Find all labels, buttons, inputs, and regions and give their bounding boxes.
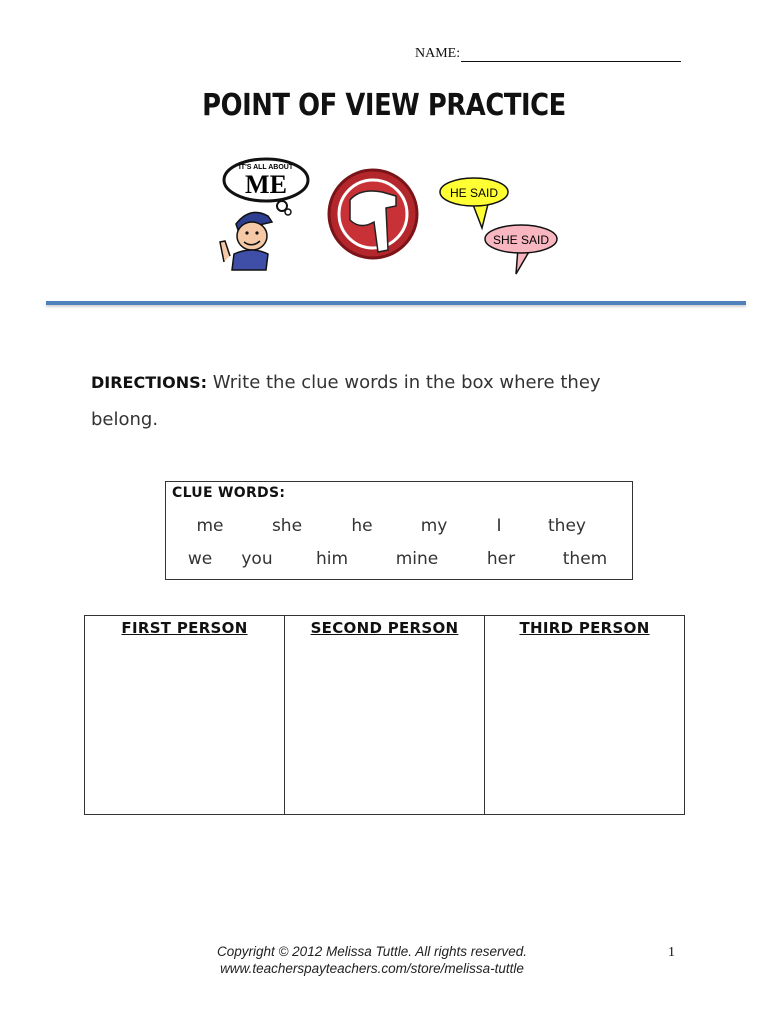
directions [91, 364, 671, 438]
clue-word: you [241, 549, 273, 569]
directions-label: DIRECTIONS: [91, 373, 208, 392]
clue-word: we [187, 549, 213, 569]
clue-word: her [486, 549, 516, 569]
header-illustration [210, 150, 570, 282]
clue-word: he [351, 516, 373, 536]
she-said-text: SHE SAID [492, 233, 550, 247]
me-thought-bubble [224, 159, 308, 215]
clue-word: she [271, 516, 303, 536]
point-of-view-table [84, 615, 685, 815]
pointing-finger-icon [329, 170, 417, 258]
she-said-bubble [485, 225, 557, 274]
store-url[interactable]: www.teacherspayteachers.com/store/melissa-tuttle [220, 961, 524, 976]
me-bubble-small-text: IT'S ALL ABOUT [238, 164, 294, 171]
name-label: NAME: [415, 46, 461, 61]
section-divider [46, 301, 746, 305]
first-person-column[interactable] [85, 616, 285, 814]
name-field[interactable] [415, 46, 681, 62]
clue-word: them [562, 549, 608, 569]
he-said-text: HE SAID [449, 186, 499, 200]
second-person-column[interactable] [285, 616, 485, 814]
clue-word: me [196, 516, 224, 536]
clue-words-heading: CLUE WORDS: [172, 485, 286, 501]
second-person-header: SECOND PERSON [310, 619, 459, 637]
name-input-line[interactable] [461, 47, 681, 62]
he-said-bubble [440, 178, 508, 228]
footer [150, 943, 594, 977]
clue-word: mine [395, 549, 439, 569]
copyright-text: Copyright © 2012 Melissa Tuttle. All rights reserved. [216, 944, 528, 959]
third-person-header: THIRD PERSON [519, 619, 650, 637]
clue-words-box [165, 481, 633, 580]
directions-text: Write the clue words in the box where they belong. [91, 372, 601, 430]
page-title: POINT OF VIEW PRACTICE [202, 88, 566, 123]
clue-word: I [496, 516, 502, 536]
boy-pointing-self-icon [220, 212, 272, 270]
clue-word: him [315, 549, 349, 569]
page-number: 1 [668, 945, 675, 960]
clue-word: they [548, 516, 586, 536]
third-person-column[interactable] [485, 616, 684, 814]
clue-word: my [420, 516, 448, 536]
me-bubble-big-text: ME [245, 170, 287, 199]
first-person-header: FIRST PERSON [121, 619, 248, 637]
